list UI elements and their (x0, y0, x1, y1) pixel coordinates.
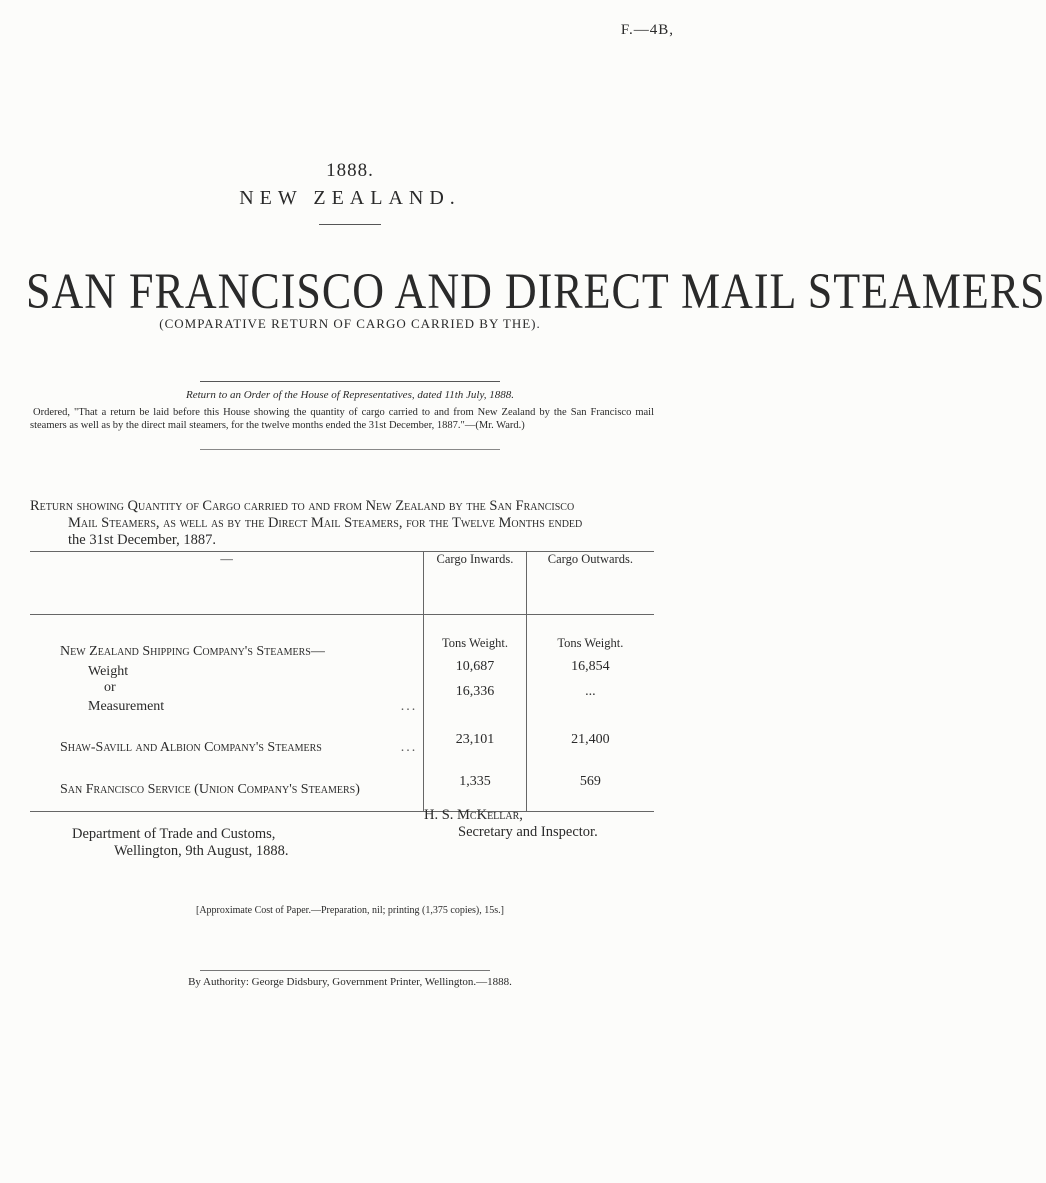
nz-company-heading: New Zealand Shipping Company's Steamers— (60, 644, 325, 659)
shaw-savill-inwards: 23,101 (455, 732, 495, 747)
outwards-unit: Tons Weight. (557, 636, 624, 650)
printer-authority: By Authority: George Didsbury, Government Printer, Wellington.—1888. (188, 976, 512, 988)
sf-service-label: San Francisco Service (Union Company's Steamers) (60, 782, 360, 797)
document-title: SAN FRANCISCO AND DIRECT MAIL STEAMERS (26, 263, 1046, 320)
header-label-cell: — (220, 552, 233, 566)
cargo-table (30, 551, 654, 812)
signature-block (424, 807, 598, 841)
nz-weight-label: Weight (88, 664, 129, 679)
nz-weight-outwards: 16,854 (571, 659, 610, 674)
sf-service-inwards: 1,335 (459, 774, 491, 789)
signer-name: H. S. McKellar, (424, 807, 523, 823)
authority-rule (200, 970, 490, 971)
body-inwards-cell (424, 615, 527, 812)
order-reference: Return to an Order of the House of Representatives, dated 11th July, 1888. (185, 389, 514, 401)
shaw-savill-label: Shaw-Savill and Albion Company's Steamers (60, 740, 322, 755)
table-row (30, 695, 423, 719)
body-label-cell (30, 615, 424, 812)
nz-measurement-label: Measurement (88, 699, 165, 714)
order-bottom-rule (200, 449, 500, 450)
department-block (72, 826, 288, 860)
table-header-row (30, 552, 654, 615)
table-row (30, 737, 423, 759)
return-line-1: Return showing Quantity of Cargo carried to and from New Zealand by the San Francisco (30, 498, 575, 514)
return-line-3: the 31st December, 1887. (68, 532, 217, 548)
leader-dots: ... (400, 740, 418, 755)
table-body-row (30, 615, 654, 812)
cost-note: [Approximate Cost of Paper.—Preparation, nil; printing (1,375 copies), 15s.] (195, 905, 504, 916)
department-place-date: Wellington, 9th August, 1888. (114, 843, 289, 859)
leader-dots: ... (400, 699, 418, 714)
title-divider (319, 224, 381, 225)
signer-title: Secretary and Inspector. (458, 824, 598, 840)
document-country: NEW ZEALAND. (239, 187, 461, 209)
header-cargo-inwards: Cargo Inwards. (424, 552, 527, 615)
inwards-unit: Tons Weight. (442, 636, 508, 650)
table-row (30, 663, 423, 681)
nz-measurement-inwards: 16,336 (455, 684, 495, 699)
document-reference-code: F.—4B, (620, 22, 674, 38)
nz-measurement-outwards: ... (585, 684, 596, 699)
department-name: Department of Trade and Customs, (72, 826, 276, 842)
body-outwards-cell (526, 615, 654, 812)
return-line-2: Mail Steamers, as well as by the Direct Mail Steamers, for the Twelve Months ended (68, 515, 583, 531)
header-cargo-outwards: Cargo Outwards. (526, 552, 654, 615)
order-text: Ordered, "That a return be laid before this House showing the quantity of cargo carried to and from New Zealand by the San Francisco mail steamers as well as by the direct mail steamers, for the twelve months ended the 31st December, 1887."—(Mr. Ward.) (30, 407, 654, 431)
nz-or-label: or (104, 680, 116, 695)
nz-weight-inwards: 10,687 (455, 659, 495, 674)
document-year: 1888. (326, 160, 374, 181)
return-description (30, 498, 654, 549)
sf-service-outwards: 569 (579, 774, 601, 789)
order-top-rule (200, 381, 500, 382)
shaw-savill-outwards: 21,400 (571, 732, 610, 747)
document-subtitle: (COMPARATIVE RETURN OF CARGO CARRIED BY THE). (159, 316, 541, 331)
